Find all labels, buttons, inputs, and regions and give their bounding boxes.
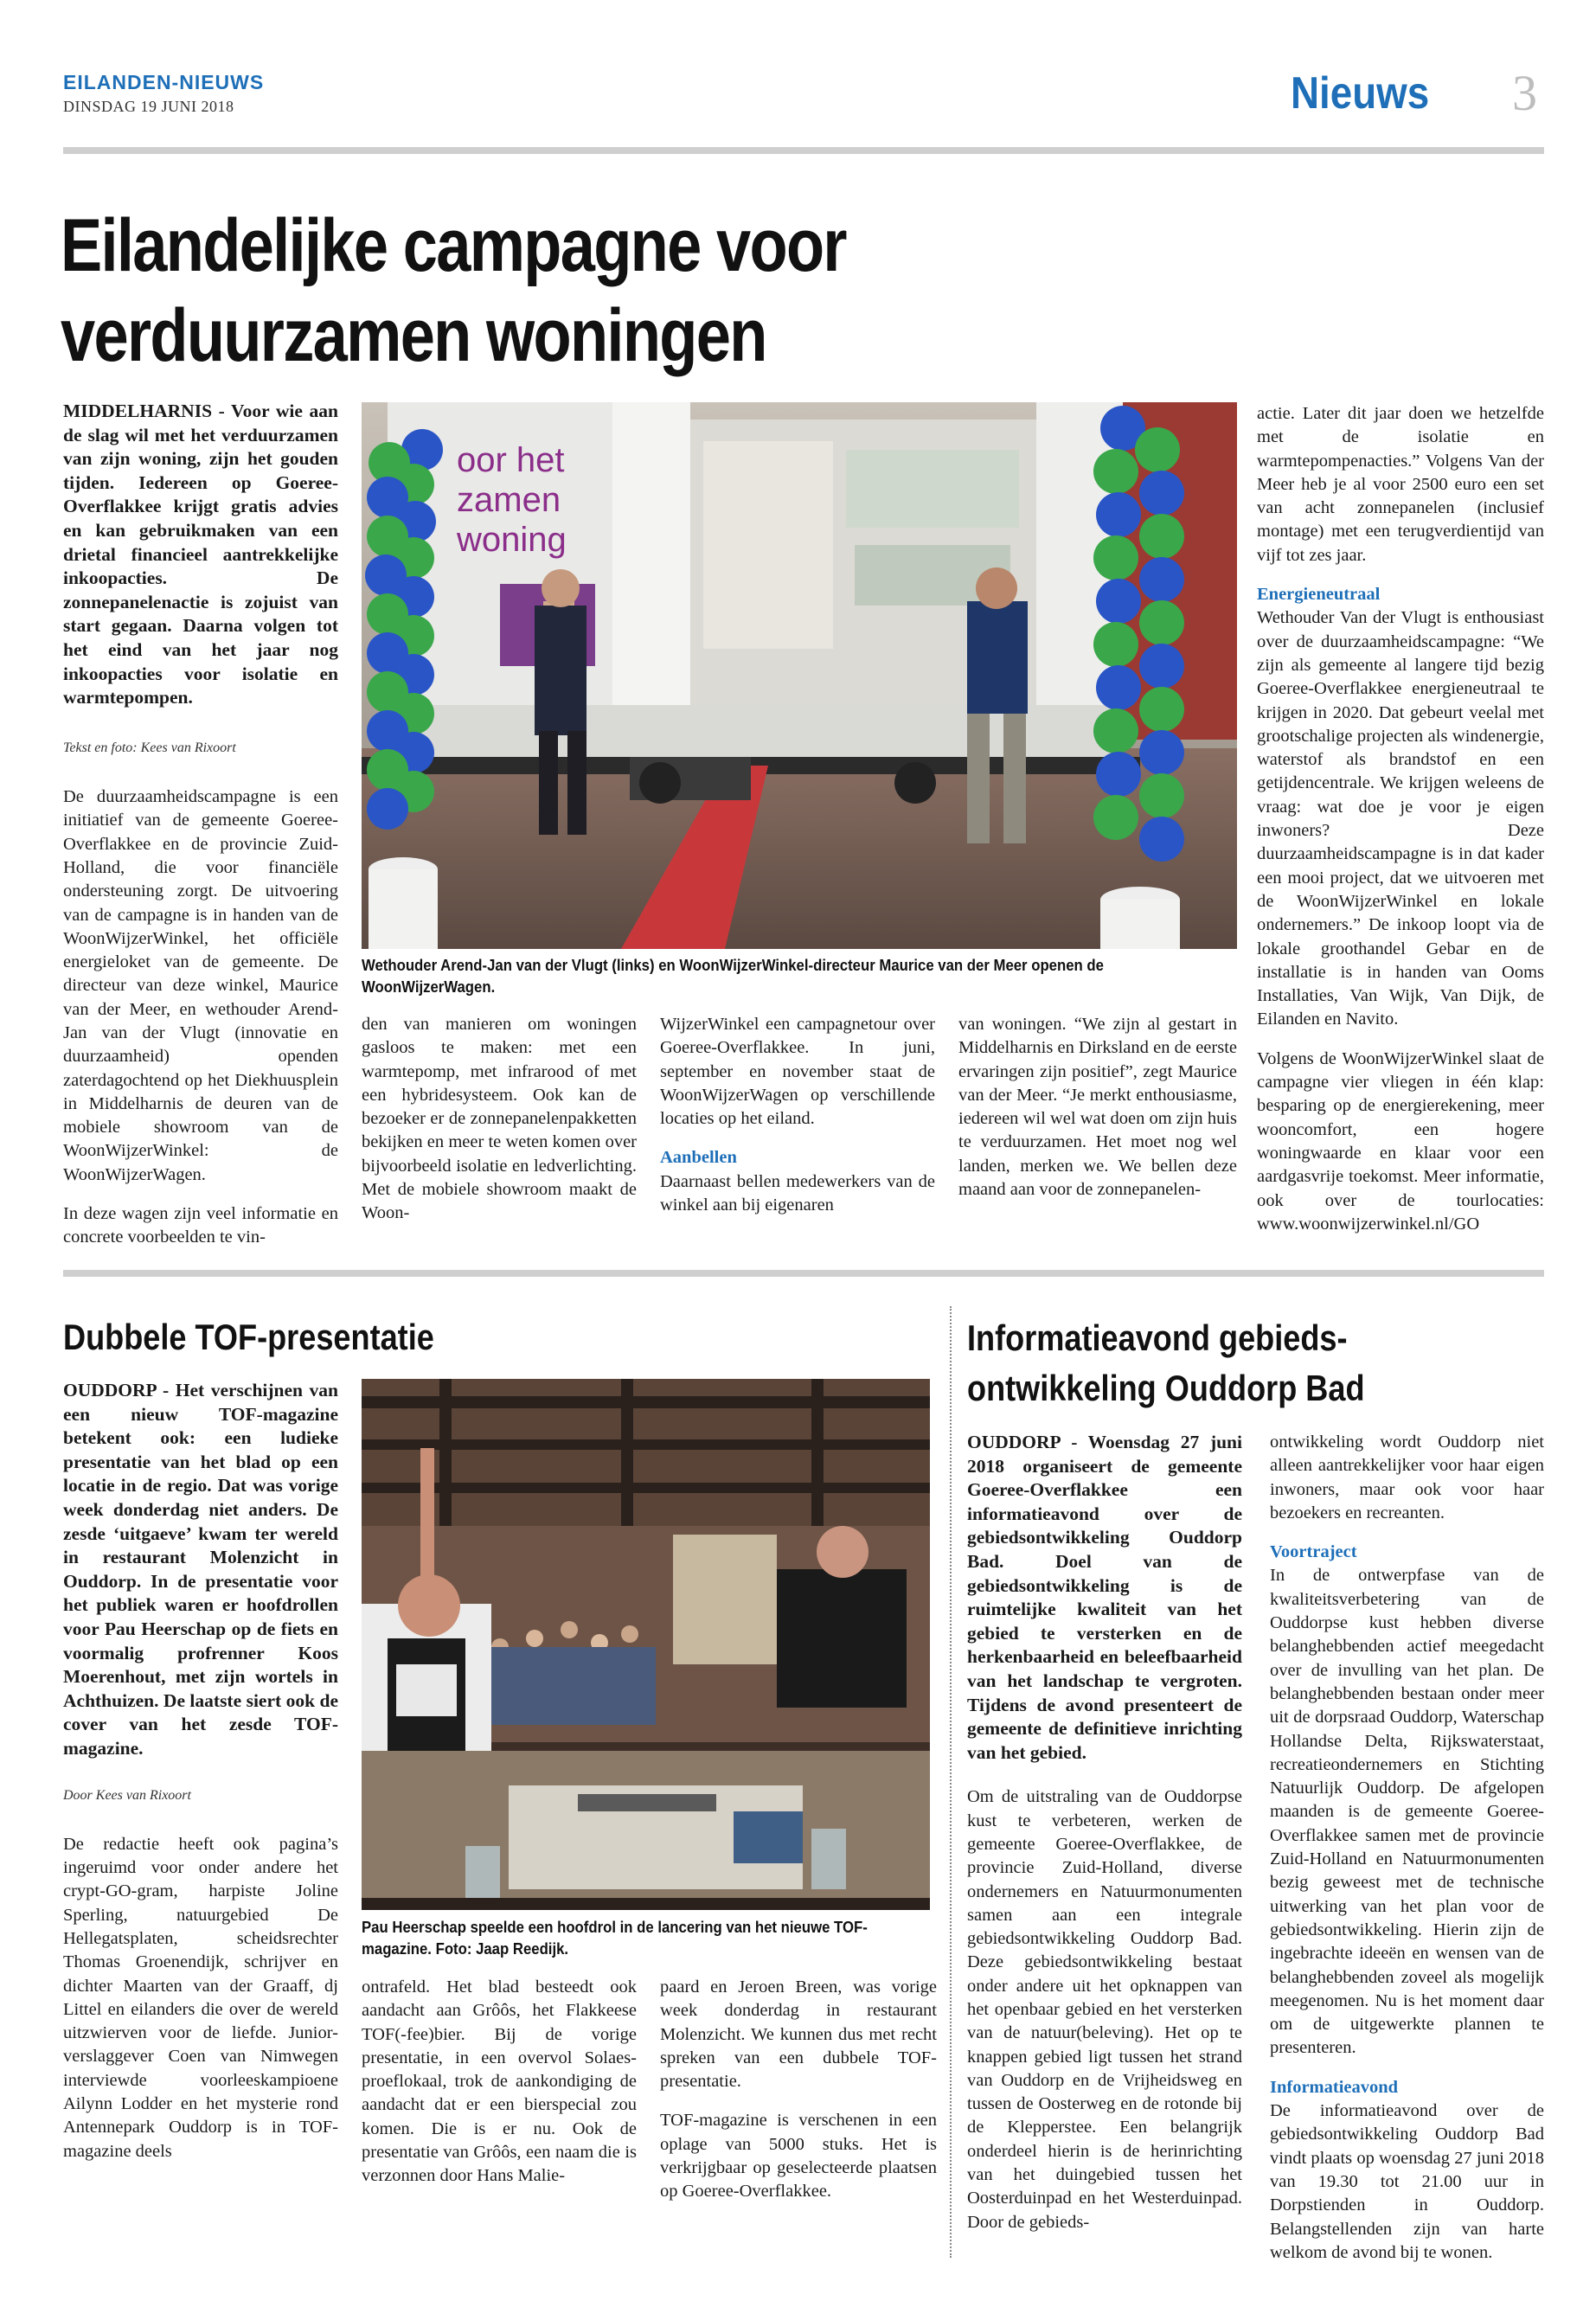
article1-col5 bbox=[1257, 402, 1544, 1252]
article1-col3-p1: WijzerWinkel een campagnetour over Goeree-Overflakkee. In juni, september en november staat de WoonWijzerWagen op verschillende locaties op het eiland. bbox=[660, 1015, 935, 1129]
section-title: Nieuws bbox=[1291, 68, 1430, 119]
article1-col4 bbox=[958, 1013, 1237, 1217]
article1-col3 bbox=[660, 1013, 935, 1217]
page-number: 3 bbox=[1512, 65, 1537, 121]
article2-col3-p2: TOF-magazine is verschenen in een oplage van 5000 stuks. Het is verkrijgbaar op geselecteerde plaatsen op Goeree-Overflakkee. bbox=[660, 2111, 937, 2202]
article2-photo bbox=[362, 1379, 930, 1910]
article1-col1-p2: In deze wagen zijn veel informatie en concrete voorbeelden te vin- bbox=[63, 1204, 338, 1247]
photo-banner-text: oor het zamen woning bbox=[457, 441, 567, 559]
article3-headline-line-1: Informatieavond gebieds- bbox=[967, 1317, 1348, 1358]
article1-col5-p1: actie. Later dit jaar doen we hetzelfde met de isolatie en warmtepompenacties.” Volgens Van der Meer heb je al voor 2500 euro een set van acht zonnepanelen (inclusief montage) met een terugverdientijd van vijf tot zes jaar. bbox=[1257, 404, 1544, 565]
masthead-logo: EILANDEN-NIEUWS bbox=[63, 71, 265, 93]
article2-col1 bbox=[63, 1379, 338, 2179]
article3-col2-p2: In de ontwerpfase van de kwaliteitsverbetering van de Ouddorpse kust hebben diverse belanghebbenden actief meegedacht over de invulling van het plan. De belanghebbenden bestaan onder meer uit de dorpsraad Ouddorp, Waterschap Hollandse Delta, Rijkswaterstaat, recreatieondernemers en Stichting Natuurlijk Ouddorp. De afgelopen maanden is de gemeente Goeree-Overflakkee samen met de provincie Zuid-Holland en Natuurmonumenten bezig geweest met de technische uitwerking van het plan voor de gebiedsontwikkeling. Hierin zijn de ingebrachte ideeën en wensen van de belanghebbenden zoveel als mogelijk meegenomen. Nu is het moment daar om de uitgewerkte plannen te presenteren. bbox=[1270, 1566, 1544, 2058]
subhead-voortraject: Voortraject bbox=[1270, 1542, 1357, 1562]
article3-headline bbox=[967, 1313, 1365, 1413]
article2-headline: Dubbele TOF-presentatie bbox=[63, 1317, 434, 1357]
article1-headline bbox=[61, 201, 933, 381]
photo-woonwijzerwagen bbox=[362, 402, 1237, 949]
subhead-energieneutraal: Energieneutraal bbox=[1257, 585, 1381, 605]
article1-byline: Tekst en foto: Kees van Rixoort bbox=[63, 740, 236, 755]
article2-col3-p1: paard en Jeroen Breen, was vorige week donderdag in restaurant Molenzicht. We kunnen dus met recht spreken van een dubbele TOF-presentatie. bbox=[660, 1977, 937, 2092]
article2-byline: Door Kees van Rixoort bbox=[63, 1787, 191, 1803]
article1-col4-text: van woningen. “We zijn al gestart in Middelharnis en Dirksland en de eerste ervaringen zijn positief”, zegt Maurice van der Meer. “Je merkt enthousiasme, iedereen wil wel wat doen om zijn huis te verduurzamen. Het moet nog wel landen, merken we. We bellen deze maand aan voor de zonnepanelen- bbox=[958, 1015, 1237, 1200]
article3-col2-p3: De informatieavond over de gebiedsontwikkeling Ouddorp Bad vindt plaats op woensdag 27 juni 2018 van 19.30 tot 21.00 uur in Dorpstienden in Ouddorp. Belangstellenden zijn van harte welkom de avond bij te wonen. bbox=[1270, 2101, 1544, 2262]
article1-col1-p1: De duurzaamheidscampagne is een initiatief van de gemeente Goeree-Overflakkee en de provincie Zuid-Holland, die voor financiële ondersteuning zorgt. De uitvoering van de campagne is in handen van de WoonWijzerWinkel, het officiële energieloket van de gemeente. De directeur van deze winkel, Maurice van der Meer, en wethouder Arend-Jan van der Vlugt (innovatie en duurzaamheid) openden zaterdagochtend op het Diekhuusplein in Middelharnis de deuren van de mobiele showroom van de WoonWijzerWinkel: de WoonWijzerWagen. bbox=[63, 787, 338, 1184]
article3-headline-line-2: ontwikkeling Ouddorp Bad bbox=[967, 1368, 1365, 1408]
article1-photo bbox=[362, 402, 1237, 949]
article2-col2 bbox=[362, 1976, 637, 2204]
masthead-date: DINSDAG 19 JUNI 2018 bbox=[63, 98, 234, 115]
article1-col3-p2: Daarnaast bellen medewerkers van de winkel aan bij eigenaren bbox=[660, 1171, 935, 1215]
article1-col5-p3: Volgens de WoonWijzerWinkel slaat de campagne vier vliegen in één klap: besparing op de energierekening, meer wooncomfort, een hogere woningwaarde en klaar voor een aardgasvrije toekomst. Meer informatie, ook over de tourlocaties: www.woonwijzerwinkel.nl/GO bbox=[1257, 1048, 1544, 1234]
top-rule bbox=[63, 147, 1544, 154]
article1-col2 bbox=[362, 1013, 637, 1241]
article3-col1 bbox=[967, 1431, 1242, 2250]
article1-col2-text: den van manieren om woningen gasloos te maken: met een warmtepomp, met infrarood of met een hybridesysteem. Ook kan de bezoeker er de zonnepanelenpakketten bekijken en meer te weten komen over bijvoorbeeld isolatie en ledverlichting. Met de mobiele showroom maakt de Woon- bbox=[362, 1015, 637, 1223]
photo-tof-presentatie bbox=[362, 1379, 930, 1910]
subhead-informatieavond: Informatieavond bbox=[1270, 2077, 1399, 2097]
article2-col2-text: ontrafeld. Het blad besteedt ook aandacht aan Grôôs, het Flakkeese TOF(-fee)bier. Bij de vorige presentatie, in een overvol Solaes-proeflokaal, trok de aankondiging de aandacht dat er een bierspecial zou komen. Die is er nu. Ook de presentatie van Grôôs, een naam die is verzonnen door Hans Malie- bbox=[362, 1977, 637, 2186]
article3-col1-text: Om de uitstraling van de Ouddorpse kust te verbeteren, werken de gemeente Goeree-Overflakkee, de provincie Zuid-Holland, diverse ondernemers en Natuurmonumenten samen aan een integrale gebiedsontwikkeling Ouddorp Bad. Deze gebiedsontwikkeling bestaat onder andere uit het opknappen van het openbaar gebied en het versterken van de natuur(beleving). Het op te knappen gebied ligt tussen het strand van Ouddorp en de Vrijheidsweg en tussen de Oosterweg en de rotonde bij de Klepperstee. Een belangrijk onderdeel hierin is de herinrichting van het duingebied tussen het Oosterduinpad en het Westerduinpad. Door de gebieds- bbox=[967, 1787, 1242, 2232]
article1-col5-p2: Wethouder Van der Vlugt is enthousiast over de duurzaamheidscampagne: “We zijn als gemeente al langere tijd bezig Goeree-Overflakkee energieneutraal te krijgen in 2020. Dat gebeurt veelal met grootschalige projecten als windenergie, waterstof als brandstof en een getijdencentrale. We krijgen weleens de vraag: wat doe je voor je eigen inwoners? Deze duurzaamheidscampagne is in dat kader een mooi project, dat we uitvoeren met de WoonWijzerWinkel en lokale ondernemers.” De inkoop loopt via de lokale groothandel Gebar en de installatie is in handen van Ooms Installaties, Van Wijk, Van Dijk, de Eilanden en Navito. bbox=[1257, 608, 1544, 1029]
subhead-aanbellen: Aanbellen bbox=[660, 1148, 737, 1168]
article2-col1-text: De redactie heeft ook pagina’s ingeruimd voor onder andere het crypt-GO-gram, harpiste Joline Sperling, natuurgebied De Hellegatsplaten, scheidsrechter Thomas Groenendijk, schrijver en dichter Maarten van der Graaff, dj Littel en eilanders die over de wereld uitzwierven voor de liefde. Junior-verslaggever Coen van Nimwegen interviewde voorleeskampioene Ailynn Lodder en het mysterie rond Antennepark Ouddorp is in TOF-magazine deels bbox=[63, 1834, 338, 2161]
article3-col2 bbox=[1270, 1431, 1544, 2280]
article3-lead: OUDDORP - Woensdag 27 juni 2018 organiseert de gemeente Goeree-Overflakkee een informatieavond over de gebiedsontwikkeling Ouddorp Bad. Doel van de gebiedsontwikkeling is de ruimtelijke kwaliteit van het gebied te versterken en de herkenbaarheid en beleefbaarheid van het landschap te vergroten. Tijdens de avond presenteert de gemeente de definitieve inrichting van het gebied. bbox=[967, 1432, 1242, 1763]
article2-col3 bbox=[660, 1976, 937, 2220]
article2-lead: OUDDORP - Het verschijnen van een nieuw TOF-magazine betekent ook: een ludieke presentatie van het blad op een locatie in de regio. Dat was vorige week donderdag niet anders. De zesde ‘uitgaeve’ kwam ter wereld in restaurant Molenzicht in Ouddorp. In de presentatie voor het publiek waren er hoofdrollen voor Pau Heerschap op de fiets en voormalig profrenner Koos Moerenhout, met zijn wortels in Achthuizen. De laatste siert ook de cover van het zesde TOF-magazine. bbox=[63, 1380, 338, 1759]
headline-line-1: Eilandelijke campagne voor bbox=[61, 204, 846, 287]
article1-photo-caption: Wethouder Arend-Jan van der Vlugt (links) en WoonWijzerWinkel-directeur Maurice van der Meer openen de WoonWijzerWagen. bbox=[362, 957, 1104, 996]
headline-line-2: verduurzamen woningen bbox=[61, 294, 766, 377]
article1-lead: MIDDELHARNIS - Voor wie aan de slag wil met het verduurzamen van zijn woning, zijn het gouden tijden. Iedereen op Goeree-Overflakkee krijgt gratis advies en kan gebruikmaken van een drietal financieel aantrekkelijke inkoopacties. De zonnepanelenactie is zojuist van start gegaan. Daarna volgen tot het eind van het jaar nog inkoopacties voor isolatie en warmtepompen. bbox=[63, 401, 338, 708]
article3-col2-p1: ontwikkeling wordt Ouddorp niet alleen aantrekkelijker voor haar eigen inwoners, maar ook voor haar bezoekers en recreanten. bbox=[1270, 1433, 1544, 1522]
middle-rule bbox=[63, 1270, 1544, 1277]
article2-photo-caption: Pau Heerschap speelde een hoofdrol in de lancering van het nieuwe TOF-magazine. Foto: Jaap Reedijk. bbox=[362, 1919, 868, 1958]
column-separator bbox=[950, 1306, 952, 2258]
article1-col1 bbox=[63, 400, 338, 1266]
